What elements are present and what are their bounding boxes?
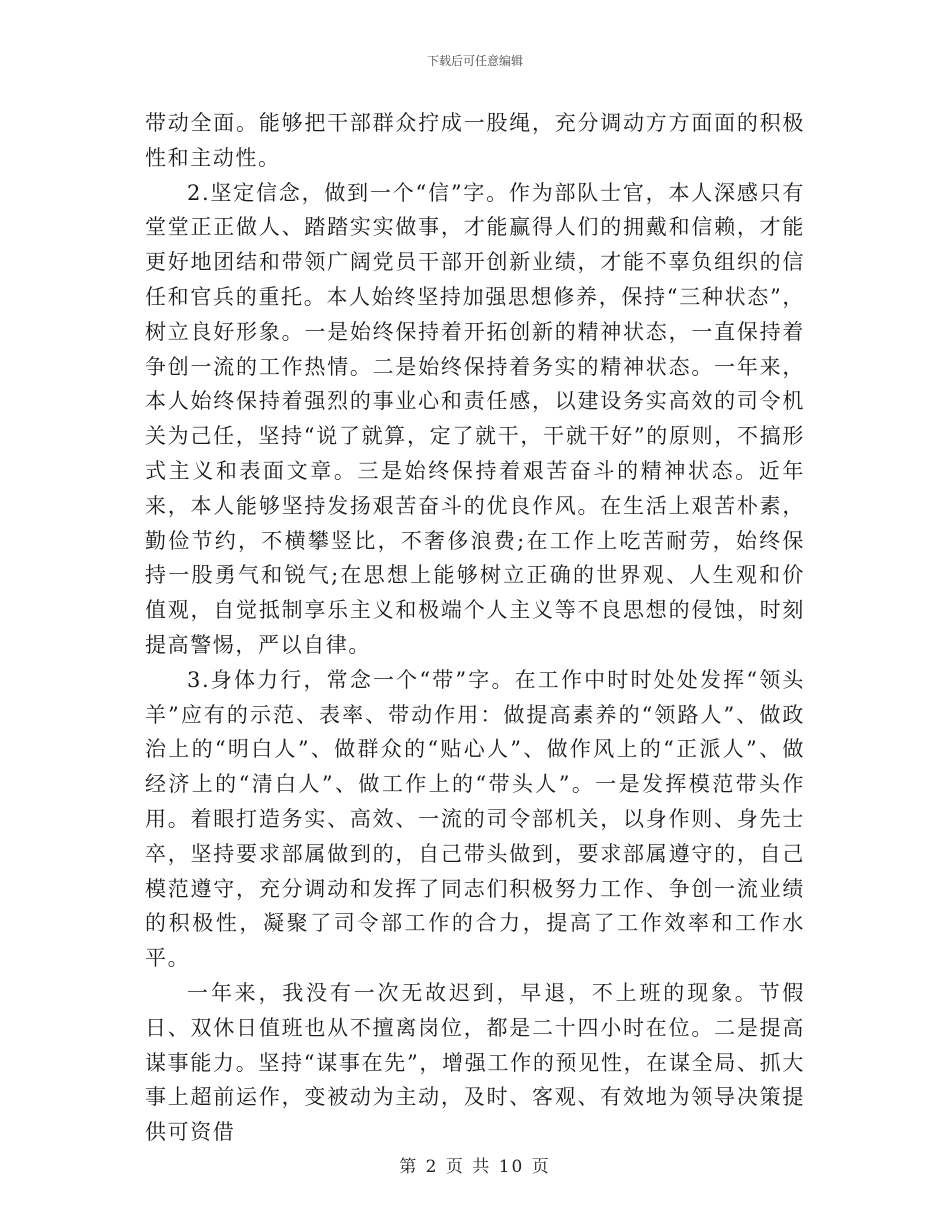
paragraph-item-3: 3.身体力行，常念一个“带”字。在工作中时时处处发挥“领头羊”应有的示范、表率、带动作用：做提高素养的“领路人”、做政治上的“明白人”、做群众的“贴心人”、做作风上的“正派人”、做经济上的“清白人”、做工作上的“带头人”。一是发挥模范带头作用。着眼打造务实、高效、一流的司令部机关，以身作则、身先士卒，坚持要求部属做到的，自己带头做到，要求部属遵守的，自己模范遵守，充分调动和发挥了同志们积极努力工作、争创一流业绩的积极性，凝聚了司令部工作的合力，提高了工作效率和工作水平。 [145, 667, 805, 971]
paragraph-year-summary: 一年来，我没有一次无故迟到，早退，不上班的现象。节假日、双休日值班也从不擅离岗位，都是二十四小时在位。二是提高谋事能力。坚持“谋事在先”，增强工作的预见性，在谋全局、抓大事上超前运作，变被动为主动，及时、客观、有效地为领导决策提供可资借 [145, 980, 805, 1145]
paragraph-item-2: 2.坚定信念，做到一个“信”字。作为部队士官，本人深感只有堂堂正正做人、踏踏实实做事，才能赢得人们的拥戴和信赖，才能更好地团结和带领广阔党员干部开创新业绩，才能不辜负组织的信任和官兵的重托。本人始终坚持加强思想修养，保持“三种状态”，树立良好形象。一是始终保持着开拓创新的精神状态，一直保持着争创一流的工作热情。二是始终保持着务实的精神状态。一年来，本人始终保持着强烈的事业心和责任感，以建设务实高效的司令机关为己任，坚持“说了就算，定了就干，干就干好”的原则，不搞形式主义和表面文章。三是始终保持着艰苦奋斗的精神状态。近年来，本人能够坚持发扬艰苦奋斗的优良作风。在生活上艰苦朴素，勤俭节约，不横攀竖比，不奢侈浪费;在工作上吃苦耐劳，始终保持一股勇气和锐气;在思想上能够树立正确的世界观、人生观和价值观，自觉抵制享乐主义和极端个人主义等不良思想的侵蚀，时刻提高警惕，严以自律。 [145, 180, 805, 657]
paragraph-continuation: 带动全面。能够把干部群众拧成一股绳，充分调动方方面面的积极性和主动性。 [145, 111, 805, 170]
page-header: 下载后可任意编辑 [426, 54, 523, 68]
document-body [145, 106, 805, 1150]
page-number-footer: 第 2 页 共 10 页 [399, 1157, 551, 1177]
